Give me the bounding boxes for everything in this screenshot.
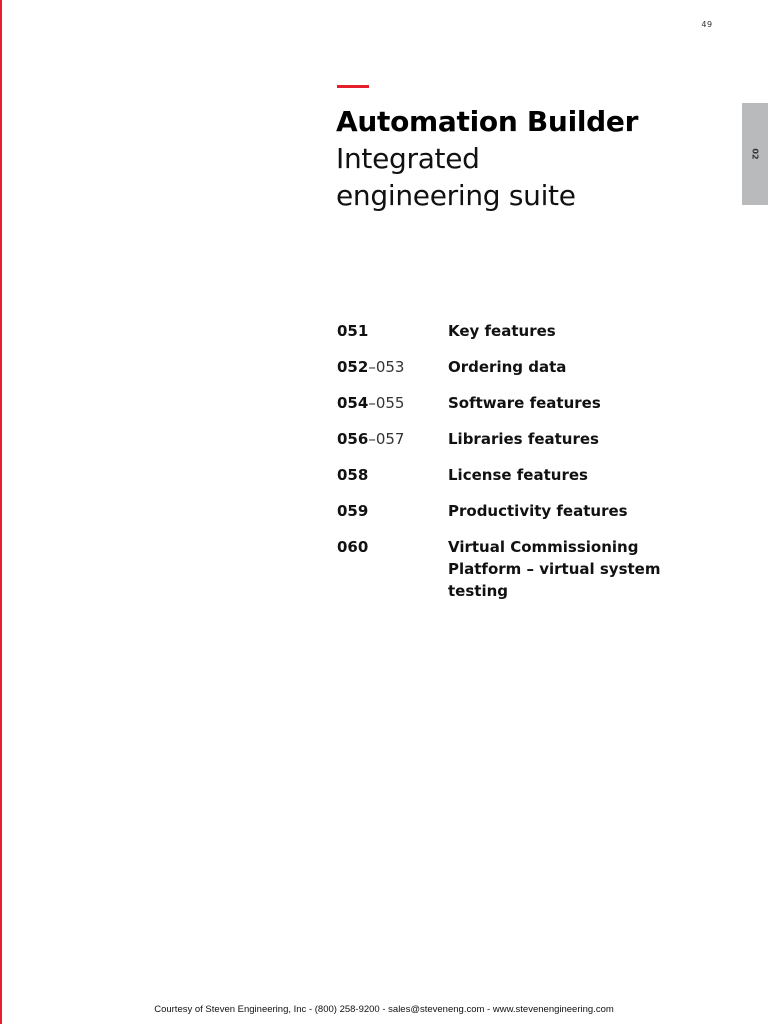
toc-label: Ordering data	[448, 358, 567, 376]
toc-row[interactable]	[337, 464, 687, 486]
title-block	[336, 104, 716, 214]
toc-label: Virtual Commissioning Platform – virtual system testing	[448, 538, 661, 600]
toc-label: License features	[448, 466, 588, 484]
toc-page-range	[337, 320, 448, 342]
toc-page-range	[337, 500, 448, 522]
toc-label: Key features	[448, 322, 556, 340]
toc-page-start: 056	[337, 430, 369, 448]
page-subtitle-line-2: engineering suite	[336, 179, 576, 212]
left-edge-rule	[0, 0, 2, 1024]
toc-page-end: –053	[368, 358, 405, 376]
toc-page-range	[337, 392, 448, 414]
page-title: Automation Builder	[336, 105, 639, 138]
toc-page-range	[337, 356, 448, 378]
toc-row[interactable]	[337, 500, 687, 522]
toc-row[interactable]	[337, 428, 687, 450]
toc-row[interactable]	[337, 356, 687, 378]
toc-row[interactable]	[337, 392, 687, 414]
toc-label: Software features	[448, 394, 601, 412]
section-tab-label: 02	[750, 148, 760, 160]
toc-page-start: 052	[337, 358, 369, 376]
page-subtitle-line-1: Integrated	[336, 142, 480, 175]
toc-page-end: –055	[368, 394, 405, 412]
toc-page-end: –057	[368, 430, 405, 448]
section-tab[interactable]	[742, 103, 768, 205]
footer-courtesy-text: Courtesy of Steven Engineering, Inc - (800) 258-9200 - sales@steveneng.com - www.stevenengineering.com	[154, 1004, 614, 1015]
toc-label: Libraries features	[448, 430, 599, 448]
toc-page-start: 051	[337, 322, 369, 340]
toc-page-start: 059	[337, 502, 369, 520]
toc-page-range	[337, 464, 448, 486]
toc-row[interactable]	[337, 320, 687, 342]
accent-bar	[337, 85, 369, 88]
page-number: 49	[701, 20, 713, 29]
toc-page-start: 058	[337, 466, 369, 484]
toc-page-range	[337, 428, 448, 450]
toc-label: Productivity features	[448, 502, 628, 520]
toc-page-start: 060	[337, 538, 369, 556]
toc-page-range	[337, 536, 448, 558]
toc-row[interactable]	[337, 536, 687, 602]
table-of-contents	[337, 320, 687, 616]
toc-page-start: 054	[337, 394, 369, 412]
